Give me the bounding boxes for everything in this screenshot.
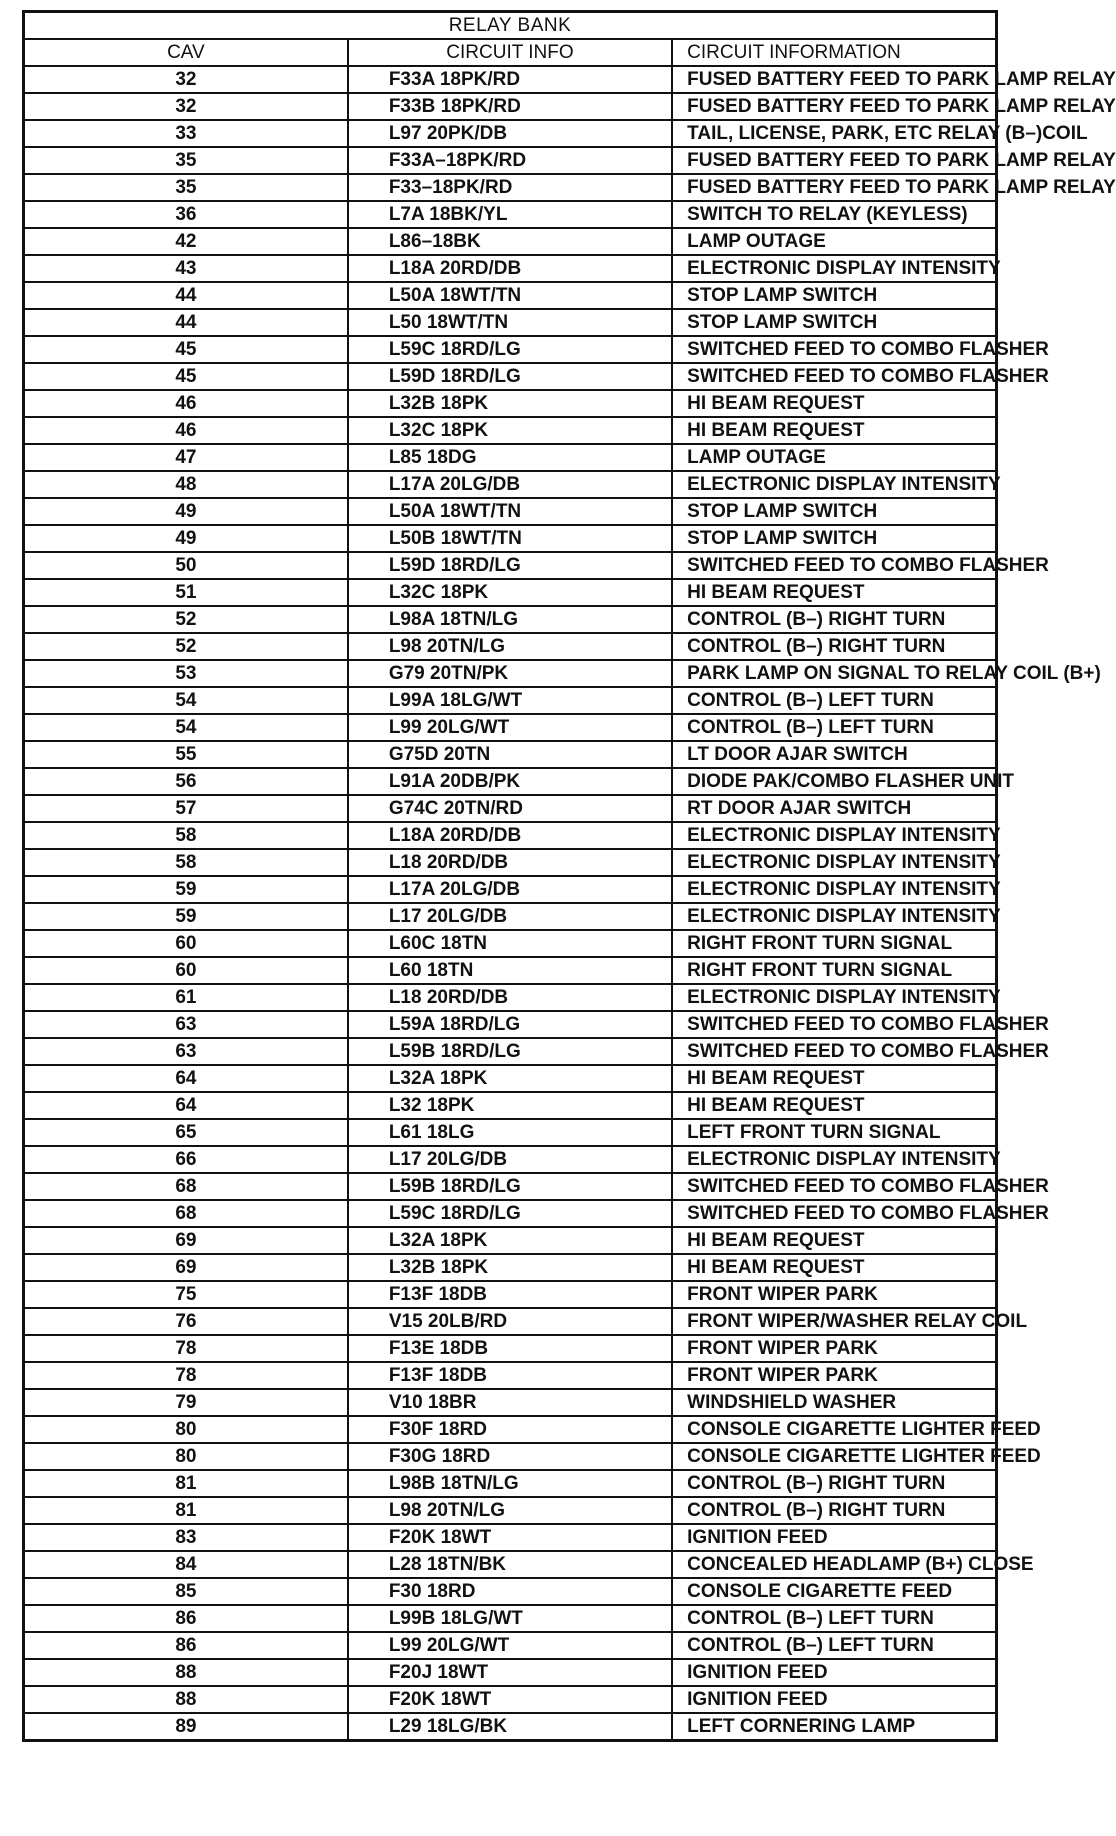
header-circuit-info: CIRCUIT INFO <box>348 39 672 66</box>
cell-circuit-information: STOP LAMP SWITCH <box>672 309 996 336</box>
cell-circuit-information: CONTROL (B–) RIGHT TURN <box>672 1470 996 1497</box>
table-row <box>24 336 997 363</box>
cell-cav: 86 <box>24 1632 348 1659</box>
cell-cav: 69 <box>24 1227 348 1254</box>
cell-cav: 66 <box>24 1146 348 1173</box>
cell-circuit-information: RT DOOR AJAR SWITCH <box>672 795 996 822</box>
cell-circuit-info: L59B 18RD/LG <box>348 1038 672 1065</box>
cell-circuit-info: F30F 18RD <box>348 1416 672 1443</box>
cell-circuit-information: CONTROL (B–) LEFT TURN <box>672 714 996 741</box>
cell-cav: 88 <box>24 1686 348 1713</box>
table-row <box>24 1173 997 1200</box>
cell-cav: 78 <box>24 1335 348 1362</box>
table-row <box>24 1011 997 1038</box>
cell-cav: 76 <box>24 1308 348 1335</box>
cell-circuit-info: L59C 18RD/LG <box>348 1200 672 1227</box>
cell-cav: 42 <box>24 228 348 255</box>
cell-circuit-information: IGNITION FEED <box>672 1524 996 1551</box>
cell-cav: 88 <box>24 1659 348 1686</box>
cell-circuit-info: L18 20RD/DB <box>348 984 672 1011</box>
table-row <box>24 687 997 714</box>
table-row <box>24 1551 997 1578</box>
cell-cav: 35 <box>24 147 348 174</box>
cell-cav: 69 <box>24 1254 348 1281</box>
table-row <box>24 552 997 579</box>
cell-circuit-info: L59D 18RD/LG <box>348 363 672 390</box>
table-row <box>24 1119 997 1146</box>
cell-circuit-information: FRONT WIPER PARK <box>672 1362 996 1389</box>
cell-cav: 54 <box>24 687 348 714</box>
cell-cav: 48 <box>24 471 348 498</box>
cell-cav: 49 <box>24 525 348 552</box>
cell-circuit-information: ELECTRONIC DISPLAY INTENSITY <box>672 822 996 849</box>
table-row <box>24 417 997 444</box>
cell-circuit-info: L28 18TN/BK <box>348 1551 672 1578</box>
table-row <box>24 579 997 606</box>
table-row <box>24 309 997 336</box>
table-row <box>24 741 997 768</box>
cell-circuit-information: HI BEAM REQUEST <box>672 1092 996 1119</box>
cell-circuit-info: V10 18BR <box>348 1389 672 1416</box>
cell-circuit-information: LEFT FRONT TURN SIGNAL <box>672 1119 996 1146</box>
cell-cav: 80 <box>24 1416 348 1443</box>
cell-circuit-information: HI BEAM REQUEST <box>672 1227 996 1254</box>
table-row <box>24 1362 997 1389</box>
cell-cav: 53 <box>24 660 348 687</box>
cell-circuit-info: L59B 18RD/LG <box>348 1173 672 1200</box>
cell-circuit-information: CONTROL (B–) RIGHT TURN <box>672 1497 996 1524</box>
cell-circuit-information: SWITCHED FEED TO COMBO FLASHER <box>672 363 996 390</box>
table-row <box>24 822 997 849</box>
table-row <box>24 930 997 957</box>
cell-circuit-information: ELECTRONIC DISPLAY INTENSITY <box>672 1146 996 1173</box>
cell-circuit-information: LT DOOR AJAR SWITCH <box>672 741 996 768</box>
cell-cav: 59 <box>24 903 348 930</box>
cell-circuit-info: L32A 18PK <box>348 1227 672 1254</box>
table-row <box>24 120 997 147</box>
cell-circuit-info: L85 18DG <box>348 444 672 471</box>
cell-circuit-info: F33A–18PK/RD <box>348 147 672 174</box>
cell-cav: 56 <box>24 768 348 795</box>
cell-cav: 55 <box>24 741 348 768</box>
cell-circuit-info: L50A 18WT/TN <box>348 498 672 525</box>
table-row <box>24 876 997 903</box>
table-row <box>24 201 997 228</box>
table-row <box>24 1092 997 1119</box>
cell-circuit-info: L99 20LG/WT <box>348 714 672 741</box>
cell-cav: 32 <box>24 93 348 120</box>
cell-circuit-info: G75D 20TN <box>348 741 672 768</box>
cell-circuit-info: L99A 18LG/WT <box>348 687 672 714</box>
table-row <box>24 1605 997 1632</box>
cell-cav: 44 <box>24 309 348 336</box>
cell-circuit-info: L17A 20LG/DB <box>348 876 672 903</box>
cell-circuit-information: IGNITION FEED <box>672 1686 996 1713</box>
cell-circuit-info: L50 18WT/TN <box>348 309 672 336</box>
relay-bank-table <box>22 10 1116 1742</box>
table-row <box>24 1578 997 1605</box>
cell-circuit-info: F33B 18PK/RD <box>348 93 672 120</box>
table-row <box>24 1038 997 1065</box>
cell-circuit-info: L98B 18TN/LG <box>348 1470 672 1497</box>
cell-cav: 64 <box>24 1065 348 1092</box>
cell-circuit-information: CONSOLE CIGARETTE FEED <box>672 1578 996 1605</box>
table-row <box>24 1227 997 1254</box>
cell-cav: 86 <box>24 1605 348 1632</box>
cell-circuit-information: CONTROL (B–) RIGHT TURN <box>672 633 996 660</box>
cell-circuit-information: STOP LAMP SWITCH <box>672 282 996 309</box>
cell-circuit-info: L29 18LG/BK <box>348 1713 672 1741</box>
cell-circuit-info: L98 20TN/LG <box>348 633 672 660</box>
table-row <box>24 1065 997 1092</box>
table-row <box>24 606 997 633</box>
cell-circuit-info: L18A 20RD/DB <box>348 822 672 849</box>
cell-cav: 52 <box>24 633 348 660</box>
cell-circuit-information: IGNITION FEED <box>672 1659 996 1686</box>
cell-circuit-information: CONTROL (B–) LEFT TURN <box>672 1632 996 1659</box>
table-row <box>24 471 997 498</box>
table-row <box>24 984 997 1011</box>
table-row <box>24 1308 997 1335</box>
cell-circuit-info: F30G 18RD <box>348 1443 672 1470</box>
table-row <box>24 1497 997 1524</box>
cell-circuit-info: F33–18PK/RD <box>348 174 672 201</box>
cell-circuit-information: SWITCHED FEED TO COMBO FLASHER <box>672 1173 996 1200</box>
cell-circuit-information: ELECTRONIC DISPLAY INTENSITY <box>672 984 996 1011</box>
cell-circuit-info: F13E 18DB <box>348 1335 672 1362</box>
header-cav: CAV <box>24 39 348 66</box>
table-row <box>24 174 997 201</box>
cell-circuit-information: FUSED BATTERY FEED TO PARK LAMP RELAY <box>672 147 996 174</box>
table-row <box>24 1254 997 1281</box>
table-row <box>24 660 997 687</box>
cell-cav: 59 <box>24 876 348 903</box>
cell-circuit-information: SWITCHED FEED TO COMBO FLASHER <box>672 1038 996 1065</box>
table-row <box>24 228 997 255</box>
cell-circuit-information: PARK LAMP ON SIGNAL TO RELAY COIL (B+) <box>672 660 996 687</box>
table-row <box>24 795 997 822</box>
cell-cav: 63 <box>24 1038 348 1065</box>
cell-cav: 57 <box>24 795 348 822</box>
cell-cav: 81 <box>24 1470 348 1497</box>
cell-circuit-information: ELECTRONIC DISPLAY INTENSITY <box>672 876 996 903</box>
cell-circuit-info: L59C 18RD/LG <box>348 336 672 363</box>
cell-circuit-info: G74C 20TN/RD <box>348 795 672 822</box>
cell-circuit-information: CONTROL (B–) LEFT TURN <box>672 1605 996 1632</box>
cell-circuit-information: ELECTRONIC DISPLAY INTENSITY <box>672 471 996 498</box>
cell-circuit-info: L17 20LG/DB <box>348 1146 672 1173</box>
cell-cav: 84 <box>24 1551 348 1578</box>
table-row <box>24 1146 997 1173</box>
cell-cav: 81 <box>24 1497 348 1524</box>
table-row <box>24 147 997 174</box>
cell-circuit-information: LEFT CORNERING LAMP <box>672 1713 996 1741</box>
cell-circuit-information: HI BEAM REQUEST <box>672 579 996 606</box>
header-circuit-information: CIRCUIT INFORMATION <box>672 39 996 66</box>
cell-circuit-info: L32 18PK <box>348 1092 672 1119</box>
table-row <box>24 66 997 93</box>
cell-circuit-info: L18 20RD/DB <box>348 849 672 876</box>
table-row <box>24 1524 997 1551</box>
cell-circuit-info: L98A 18TN/LG <box>348 606 672 633</box>
cell-circuit-information: ELECTRONIC DISPLAY INTENSITY <box>672 903 996 930</box>
cell-circuit-information: STOP LAMP SWITCH <box>672 498 996 525</box>
table-row <box>24 714 997 741</box>
cell-cav: 52 <box>24 606 348 633</box>
table-row <box>24 1713 997 1741</box>
cell-circuit-info: L99B 18LG/WT <box>348 1605 672 1632</box>
cell-circuit-info: L59D 18RD/LG <box>348 552 672 579</box>
cell-cav: 58 <box>24 822 348 849</box>
cell-circuit-info: F33A 18PK/RD <box>348 66 672 93</box>
cell-circuit-info: L17A 20LG/DB <box>348 471 672 498</box>
table-row <box>24 498 997 525</box>
cell-circuit-info: L32B 18PK <box>348 1254 672 1281</box>
cell-circuit-info: L91A 20DB/PK <box>348 768 672 795</box>
cell-circuit-info: F20K 18WT <box>348 1686 672 1713</box>
cell-circuit-info: L60 18TN <box>348 957 672 984</box>
cell-circuit-info: G79 20TN/PK <box>348 660 672 687</box>
cell-cav: 83 <box>24 1524 348 1551</box>
cell-circuit-information: RIGHT FRONT TURN SIGNAL <box>672 957 996 984</box>
cell-cav: 85 <box>24 1578 348 1605</box>
table-row <box>24 1335 997 1362</box>
cell-circuit-information: CONTROL (B–) LEFT TURN <box>672 687 996 714</box>
cell-cav: 60 <box>24 930 348 957</box>
table-row <box>24 1686 997 1713</box>
table-row <box>24 1389 997 1416</box>
cell-circuit-information: STOP LAMP SWITCH <box>672 525 996 552</box>
cell-cav: 89 <box>24 1713 348 1741</box>
cell-circuit-info: L50A 18WT/TN <box>348 282 672 309</box>
table-row <box>24 1200 997 1227</box>
cell-circuit-information: SWITCHED FEED TO COMBO FLASHER <box>672 552 996 579</box>
relay-bank-document <box>22 10 1116 1742</box>
cell-cav: 45 <box>24 336 348 363</box>
table-row <box>24 525 997 552</box>
table-title: RELAY BANK <box>24 12 997 40</box>
table-row <box>24 1632 997 1659</box>
cell-cav: 61 <box>24 984 348 1011</box>
cell-cav: 65 <box>24 1119 348 1146</box>
table-row <box>24 903 997 930</box>
table-row <box>24 363 997 390</box>
cell-circuit-information: HI BEAM REQUEST <box>672 1254 996 1281</box>
table-row <box>24 1416 997 1443</box>
table-row <box>24 633 997 660</box>
cell-cav: 79 <box>24 1389 348 1416</box>
cell-circuit-info: L98 20TN/LG <box>348 1497 672 1524</box>
cell-cav: 51 <box>24 579 348 606</box>
cell-circuit-information: CONSOLE CIGARETTE LIGHTER FEED <box>672 1416 996 1443</box>
cell-circuit-information: WINDSHIELD WASHER <box>672 1389 996 1416</box>
table-row <box>24 282 997 309</box>
cell-circuit-information: HI BEAM REQUEST <box>672 390 996 417</box>
cell-cav: 49 <box>24 498 348 525</box>
table-body <box>24 66 1116 1741</box>
cell-circuit-info: L18A 20RD/DB <box>348 255 672 282</box>
cell-circuit-info: V15 20LB/RD <box>348 1308 672 1335</box>
cell-cav: 75 <box>24 1281 348 1308</box>
cell-circuit-info: L86–18BK <box>348 228 672 255</box>
cell-circuit-information: RIGHT FRONT TURN SIGNAL <box>672 930 996 957</box>
table-title-row <box>24 12 997 40</box>
cell-circuit-information: ELECTRONIC DISPLAY INTENSITY <box>672 255 996 282</box>
cell-circuit-info: L32A 18PK <box>348 1065 672 1092</box>
cell-circuit-info: L32B 18PK <box>348 390 672 417</box>
table-row <box>24 1470 997 1497</box>
cell-circuit-information: SWITCHED FEED TO COMBO FLASHER <box>672 336 996 363</box>
cell-cav: 54 <box>24 714 348 741</box>
cell-cav: 63 <box>24 1011 348 1038</box>
cell-cav: 43 <box>24 255 348 282</box>
cell-cav: 58 <box>24 849 348 876</box>
cell-cav: 36 <box>24 201 348 228</box>
cell-circuit-information: HI BEAM REQUEST <box>672 1065 996 1092</box>
cell-cav: 78 <box>24 1362 348 1389</box>
table-header-row <box>24 39 997 66</box>
cell-circuit-information: FUSED BATTERY FEED TO PARK LAMP RELAY <box>672 93 996 120</box>
cell-circuit-information: FRONT WIPER PARK <box>672 1335 996 1362</box>
cell-cav: 45 <box>24 363 348 390</box>
cell-cav: 44 <box>24 282 348 309</box>
cell-circuit-information: CONTROL (B–) RIGHT TURN <box>672 606 996 633</box>
cell-circuit-information: LAMP OUTAGE <box>672 444 996 471</box>
cell-circuit-information: SWITCHED FEED TO COMBO FLASHER <box>672 1200 996 1227</box>
table-row <box>24 1443 997 1470</box>
cell-circuit-information: TAIL, LICENSE, PARK, ETC RELAY (B–)COIL <box>672 120 996 147</box>
cell-cav: 47 <box>24 444 348 471</box>
cell-circuit-info: F13F 18DB <box>348 1362 672 1389</box>
table-row <box>24 255 997 282</box>
cell-circuit-information: CONCEALED HEADLAMP (B+) CLOSE <box>672 1551 996 1578</box>
cell-circuit-information: DIODE PAK/COMBO FLASHER UNIT <box>672 768 996 795</box>
cell-circuit-info: L99 20LG/WT <box>348 1632 672 1659</box>
cell-circuit-info: F20K 18WT <box>348 1524 672 1551</box>
cell-circuit-info: L17 20LG/DB <box>348 903 672 930</box>
cell-cav: 50 <box>24 552 348 579</box>
cell-cav: 32 <box>24 66 348 93</box>
table-row <box>24 390 997 417</box>
cell-circuit-info: F30 18RD <box>348 1578 672 1605</box>
cell-circuit-information: SWITCH TO RELAY (KEYLESS) <box>672 201 996 228</box>
cell-circuit-info: L97 20PK/DB <box>348 120 672 147</box>
cell-circuit-info: L61 18LG <box>348 1119 672 1146</box>
cell-circuit-info: L7A 18BK/YL <box>348 201 672 228</box>
cell-circuit-information: CONSOLE CIGARETTE LIGHTER FEED <box>672 1443 996 1470</box>
cell-cav: 60 <box>24 957 348 984</box>
cell-circuit-info: L60C 18TN <box>348 930 672 957</box>
cell-circuit-information: LAMP OUTAGE <box>672 228 996 255</box>
cell-circuit-info: L50B 18WT/TN <box>348 525 672 552</box>
cell-circuit-information: FUSED BATTERY FEED TO PARK LAMP RELAY <box>672 66 996 93</box>
cell-circuit-info: F20J 18WT <box>348 1659 672 1686</box>
cell-cav: 33 <box>24 120 348 147</box>
cell-cav: 80 <box>24 1443 348 1470</box>
cell-circuit-info: F13F 18DB <box>348 1281 672 1308</box>
table-row <box>24 93 997 120</box>
table-row <box>24 1281 997 1308</box>
table-row <box>24 849 997 876</box>
cell-cav: 46 <box>24 390 348 417</box>
cell-cav: 68 <box>24 1200 348 1227</box>
cell-circuit-information: FRONT WIPER/WASHER RELAY COIL <box>672 1308 996 1335</box>
cell-cav: 64 <box>24 1092 348 1119</box>
cell-cav: 35 <box>24 174 348 201</box>
cell-circuit-information: SWITCHED FEED TO COMBO FLASHER <box>672 1011 996 1038</box>
cell-circuit-info: L59A 18RD/LG <box>348 1011 672 1038</box>
cell-circuit-info: L32C 18PK <box>348 417 672 444</box>
cell-cav: 46 <box>24 417 348 444</box>
cell-circuit-information: ELECTRONIC DISPLAY INTENSITY <box>672 849 996 876</box>
table-row <box>24 768 997 795</box>
table-row <box>24 444 997 471</box>
cell-circuit-information: HI BEAM REQUEST <box>672 417 996 444</box>
table-row <box>24 957 997 984</box>
cell-cav: 68 <box>24 1173 348 1200</box>
cell-circuit-information: FUSED BATTERY FEED TO PARK LAMP RELAY <box>672 174 996 201</box>
cell-circuit-info: L32C 18PK <box>348 579 672 606</box>
cell-circuit-information: FRONT WIPER PARK <box>672 1281 996 1308</box>
table-row <box>24 1659 997 1686</box>
